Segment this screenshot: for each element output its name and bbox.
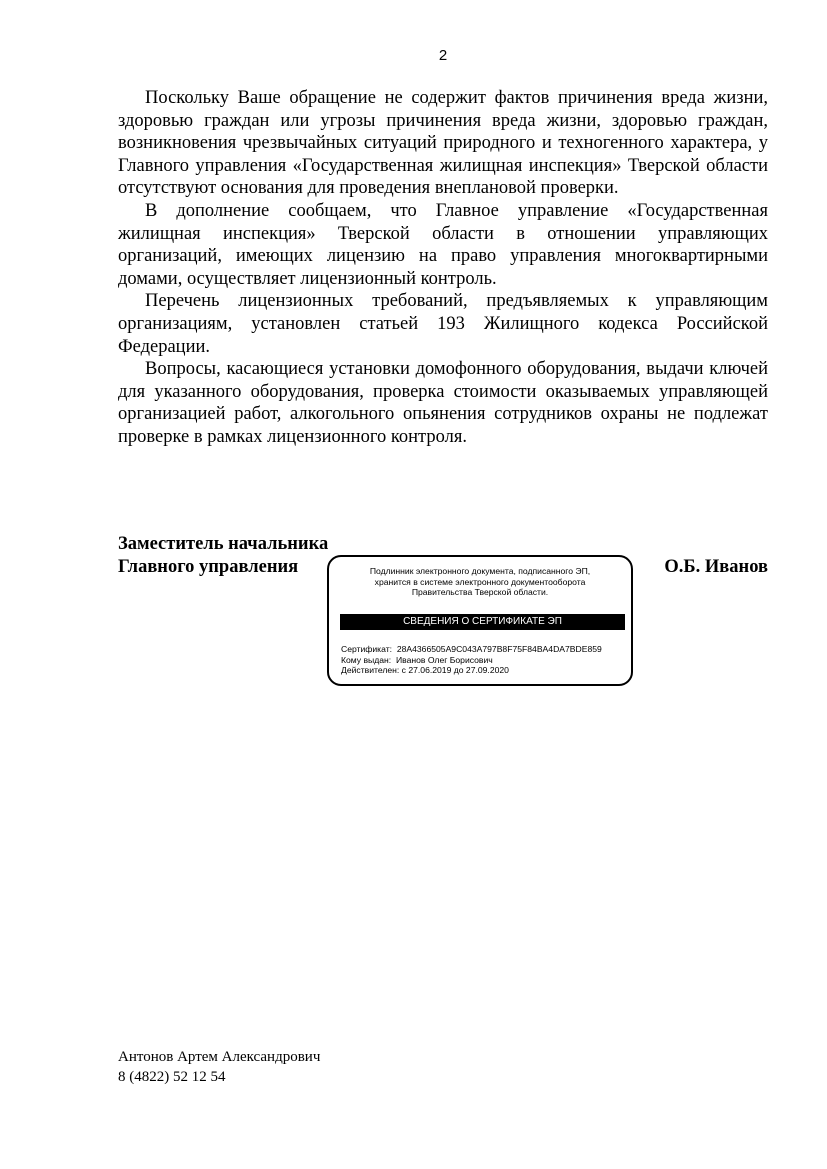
paragraph-license-requirements: Перечень лицензионных требований, предъявляемых к управляющим организациям, установлен статьей 193 Жилищного кодекса Российской Федерации. <box>118 291 768 357</box>
signer-name: О.Б. Иванов <box>664 557 768 577</box>
certificate-details <box>341 644 623 676</box>
issued-to-value: Иванов Олег Борисович <box>395 654 493 665</box>
signer-title-line2: Главного управления <box>118 557 299 577</box>
issued-to-row <box>341 655 623 666</box>
executor-name: Антонов Артем Александрович <box>118 1049 321 1065</box>
validity-label: Действителен: <box>341 665 400 676</box>
certificate-row <box>341 644 623 655</box>
certificate-value: 28A4366505A9C043A797B8F75F84BA4DA7BDE859 <box>396 644 602 654</box>
paragraph-out-of-scope: Вопросы, касающиеся установки домофонного оборудования, выдачи ключей для указанного оборудования, проверка стоимости оказываемых управляющей организацией работ, алкогольного опьянения сотрудников охраны не подлежат проверке в рамках лицензионного контроля. <box>118 359 768 447</box>
validity-row <box>341 665 623 676</box>
validity-value: с 27.06.2019 до 27.09.2020 <box>401 665 509 676</box>
executor-info <box>118 1047 320 1087</box>
executor-phone: 8 (4822) 52 12 54 <box>118 1069 226 1085</box>
letter-body <box>118 87 768 449</box>
page-number: 2 <box>438 47 448 64</box>
stamp-header-line: Правительства Тверской области. <box>411 587 549 597</box>
stamp-header-line: Подлинник электронного документа, подписанного ЭП, <box>369 566 591 576</box>
certificate-label: Сертификат: <box>341 644 393 654</box>
paragraph-no-grounds: Поскольку Ваше обращение не содержит фактов причинения вреда жизни, здоровью граждан или угрозы причинения вреда жизни, здоровью граждан, возникновения чрезвычайных ситуаций природного и техногенного характера, у Главного управления «Государственная жилищная инспекция» Тверской области отсутствуют основания для проведения внеплановой проверки. <box>118 88 768 199</box>
stamp-header-line: хранится в системе электронного документооборота <box>374 576 586 587</box>
signer-title-line1: Заместитель начальника <box>118 534 329 554</box>
electronic-signature-stamp <box>327 555 633 686</box>
issued-to-label: Кому выдан: <box>341 654 392 665</box>
stamp-header <box>329 566 631 598</box>
paragraph-license-control: В дополнение сообщаем, что Главное управление «Государственная жилищная инспекция» Тверской области в отношении управляющих организаций, имеющих лицензию на право управления многоквартирными домами, осуществляет лицензионный контроль. <box>118 200 768 289</box>
certificate-info-bar: СВЕДЕНИЯ О СЕРТИФИКАТЕ ЭП <box>340 614 625 630</box>
